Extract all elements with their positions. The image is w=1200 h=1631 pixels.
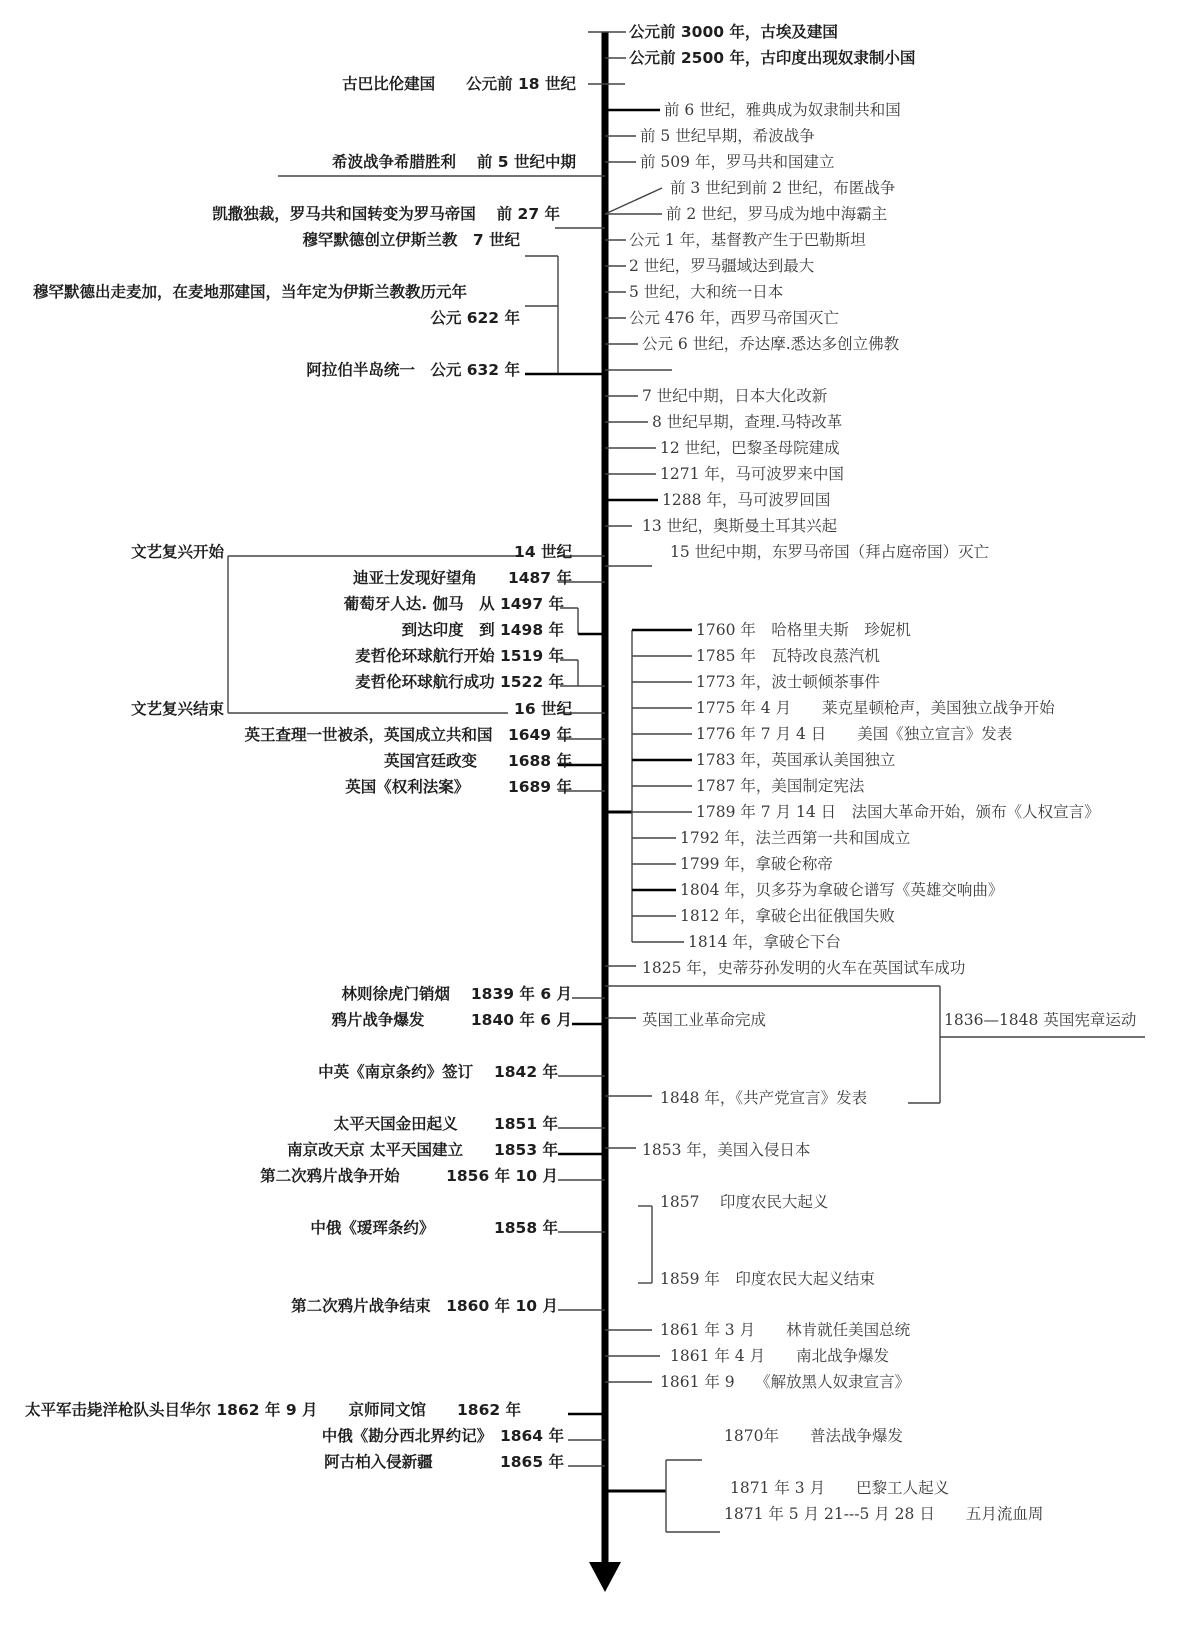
right-label: 1814 年，拿破仑下台: [688, 933, 841, 951]
right-label: 前 3 世纪到前 2 世纪，布匿战争: [670, 179, 896, 197]
right-label: 8 世纪早期，查理.马特改革: [652, 413, 843, 431]
left-label: 葡萄牙人达. 伽马 从 1497 年: [343, 595, 564, 613]
right-label: 5 世纪，大和统一日本: [629, 283, 784, 301]
right-label: 前 509 年，罗马共和国建立: [640, 153, 835, 171]
right-label: 1825 年，史蒂芬孙发明的火车在英国试车成功: [642, 959, 966, 977]
right-label: 公元前 2500 年，古印度出现奴隶制小国: [629, 49, 916, 67]
bracket-1760-1814: [605, 630, 692, 942]
right-label: 1861 年 4 月 南北战争爆发: [670, 1347, 890, 1365]
bracket-india: [638, 1206, 652, 1283]
left-label: 希波战争希腊胜利 前 5 世纪中期: [332, 153, 576, 171]
right-label: 英国工业革命完成: [642, 1011, 767, 1029]
right-label: 公元 476 年，西罗马帝国灭亡: [629, 309, 839, 327]
right-label: 1773 年，波士顿倾茶事件: [696, 673, 880, 691]
left-label: 文艺复兴开始: [130, 543, 224, 561]
left-label: 鸦片战争爆发 1840 年 6 月: [331, 1011, 572, 1029]
right-label: 1785 年 瓦特改良蒸汽机: [696, 647, 880, 665]
left-label: 穆罕默德出走麦加，在麦地那建国，当年定为伊斯兰教教历元年: [33, 283, 468, 301]
left-label: 第二次鸦片战争结束 1860 年 10 月: [291, 1297, 558, 1315]
right-label: 1861 年 3 月 林肯就任美国总统: [660, 1321, 911, 1339]
left-label: 第二次鸦片战争开始 1856 年 10 月: [260, 1167, 558, 1185]
right-label: 1871 年 5 月 21---5 月 28 日 五月流血周: [724, 1505, 1044, 1523]
left-label: 到达印度 到 1498 年: [401, 621, 564, 639]
left-label: 中俄《瑷珲条约》 1858 年: [310, 1219, 558, 1237]
right-label: 公元 6 世纪，乔达摩.悉达多创立佛教: [642, 335, 900, 353]
left-label: 太平军击毙洋枪队头目华尔 1862 年 9 月 京师同文馆 1862 年: [25, 1401, 522, 1419]
right-label: 12 世纪，巴黎圣母院建成: [660, 439, 840, 457]
right-label: 2 世纪，罗马疆域达到最大: [629, 257, 815, 275]
right-label: 1288 年，马可波罗回国: [662, 491, 831, 509]
left-label: 林则徐虎门销烟 1839 年 6 月: [341, 985, 572, 1003]
left-label: 中英《南京条约》签订 1842 年: [318, 1063, 558, 1081]
right-label: 1775 年 4 月 莱克星顿枪声，美国独立战争开始: [696, 699, 1055, 717]
left-label: 英王查理一世被杀，英国成立共和国 1649 年: [244, 726, 572, 744]
right-label: 1857 印度农民大起义: [660, 1193, 829, 1211]
right-label: 1859 年 印度农民大起义结束: [660, 1270, 875, 1288]
left-label: 16 世纪: [514, 700, 572, 718]
right-label: 1861 年 9 《解放黑人奴隶宣言》: [660, 1373, 911, 1391]
right-label: 1804 年，贝多芬为拿破仑谱写《英雄交响曲》: [680, 881, 1004, 899]
right-label: 1870年 普法战争爆发: [724, 1427, 903, 1445]
right-label: 1871 年 3 月 巴黎工人起义: [730, 1479, 950, 1497]
right-label: 1799 年，拿破仑称帝: [680, 855, 833, 873]
left-label: 太平天国金田起义 1851 年: [333, 1115, 558, 1133]
bracket-1870: [605, 1460, 720, 1532]
left-label: 14 世纪: [514, 543, 572, 561]
right-label: 1789 年 7 月 14 日 法国大革命开始，颁布《人权宣言》: [696, 803, 1100, 821]
right-label: 前 5 世纪早期，希波战争: [640, 127, 815, 145]
right-label: 前 2 世纪，罗马成为地中海霸主: [666, 205, 888, 223]
right-label: 1783 年，英国承认美国独立: [696, 751, 896, 769]
left-label: 公元 622 年: [430, 309, 520, 327]
right-label: 前 6 世纪，雅典成为奴隶制共和国: [664, 101, 901, 119]
left-label: 阿古柏入侵新疆 1865 年: [324, 1453, 564, 1471]
right-label: 1271 年，马可波罗来中国: [660, 465, 844, 483]
right-label: 公元前 3000 年，古埃及建国: [629, 23, 838, 41]
left-label: 英国《权利法案》 1689 年: [345, 778, 572, 796]
right-label: 1848 年，《共产党宣言》发表: [660, 1089, 868, 1107]
left-label: 麦哲伦环球航行开始 1519 年: [355, 647, 564, 665]
right-label: 15 世纪中期，东罗马帝国（拜占庭帝国）灭亡: [670, 543, 990, 561]
left-label: 南京改天京 太平天国建立 1853 年: [287, 1141, 558, 1159]
left-label: 麦哲伦环球航行成功 1522 年: [355, 673, 564, 691]
right-label: 1760 年 哈格里夫斯 珍妮机: [696, 621, 911, 639]
left-label: 阿拉伯半岛统一 公元 632 年: [306, 361, 520, 379]
right-label: 7 世纪中期，日本大化改新: [642, 387, 828, 405]
left-label: 文艺复兴结束: [130, 700, 224, 718]
right-label: 13 世纪，奥斯曼土耳其兴起: [642, 517, 838, 535]
right-label: 1836—1848 英国宪章运动: [944, 1011, 1137, 1029]
right-label: 1787 年，美国制定宪法: [696, 777, 865, 795]
left-label: 古巴比伦建国 公元前 18 世纪: [342, 75, 576, 93]
right-label: 1812 年，拿破仑出征俄国失败: [680, 907, 895, 925]
bracket-chartism: [605, 986, 1145, 1103]
axis-arrow-icon: [589, 1562, 621, 1592]
left-label: 英国宫廷政变 1688 年: [383, 752, 572, 770]
right-label: 公元 1 年，基督教产生于巴勒斯坦: [629, 231, 866, 249]
right-label: 1776 年 7 月 4 日 美国《独立宣言》发表: [696, 725, 1013, 743]
right-label: 1853 年，美国入侵日本: [642, 1141, 811, 1159]
left-label: 穆罕默德创立伊斯兰教 7 世纪: [302, 231, 520, 249]
right-label: 1792 年，法兰西第一共和国成立: [680, 829, 911, 847]
left-label: 凯撒独裁，罗马共和国转变为罗马帝国 前 27 年: [212, 205, 560, 223]
left-label: 迪亚士发现好望角 1487 年: [352, 569, 572, 587]
left-label: 中俄《勘分西北界约记》 1864 年: [321, 1427, 564, 1445]
